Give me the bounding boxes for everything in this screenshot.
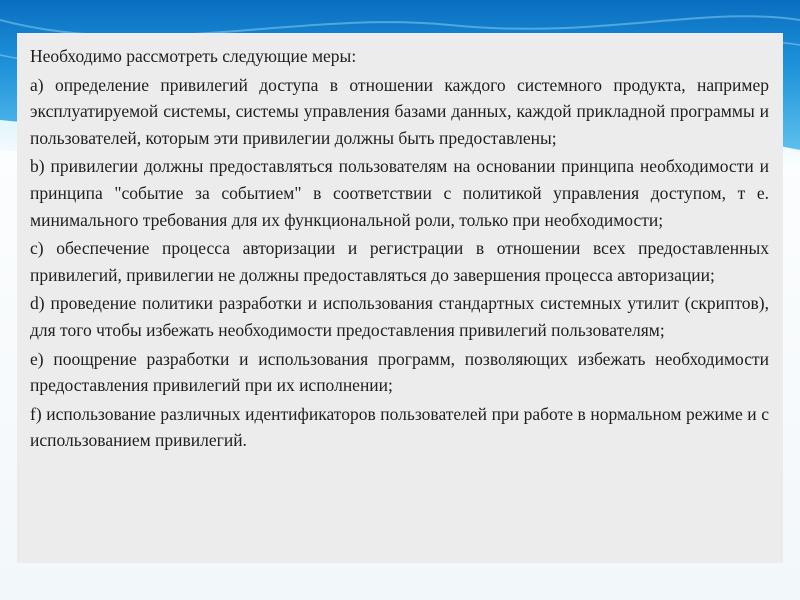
measures-heading: Необходимо рассмотреть следующие меры: bbox=[30, 46, 357, 66]
text-panel bbox=[17, 33, 783, 563]
measure-item-b: b) привилегии должны предоставляться пользователям на основании принципа необходимости и принципа "событие за событием" в соответствии с политикой управления доступом, т е. минимального требования для их функциональной роли, только при необходимости; bbox=[30, 156, 769, 230]
measure-item-c: c) обеспечение процесса авторизации и регистрации в отношении всех предоставленных привилегий, привилегии не должны предоставляться до завершения процесса авторизации; bbox=[30, 238, 769, 285]
measure-item-d: d) проведение политики разработки и использования стандартных системных утилит (скриптов), для того чтобы избежать необходимости предоставления привилегий пользователям; bbox=[30, 293, 769, 340]
measure-item-a: a) определение привилегий доступа в отношении каждого системного продукта, например эксплуатируемой системы, системы управления базами данных, каждой прикладной программы и пользователей, которым эти привилегии должны быть предоставлены; bbox=[30, 74, 769, 148]
measure-item-e: e) поощрение разработки и использования программ, позволяющих избежать необходимости предоставления привилегий при их исполнении; bbox=[30, 348, 769, 396]
measure-item-f: f) использование различных идентификаторов пользователей при работе в нормальном режиме и с использованием привилегий. bbox=[30, 403, 769, 451]
